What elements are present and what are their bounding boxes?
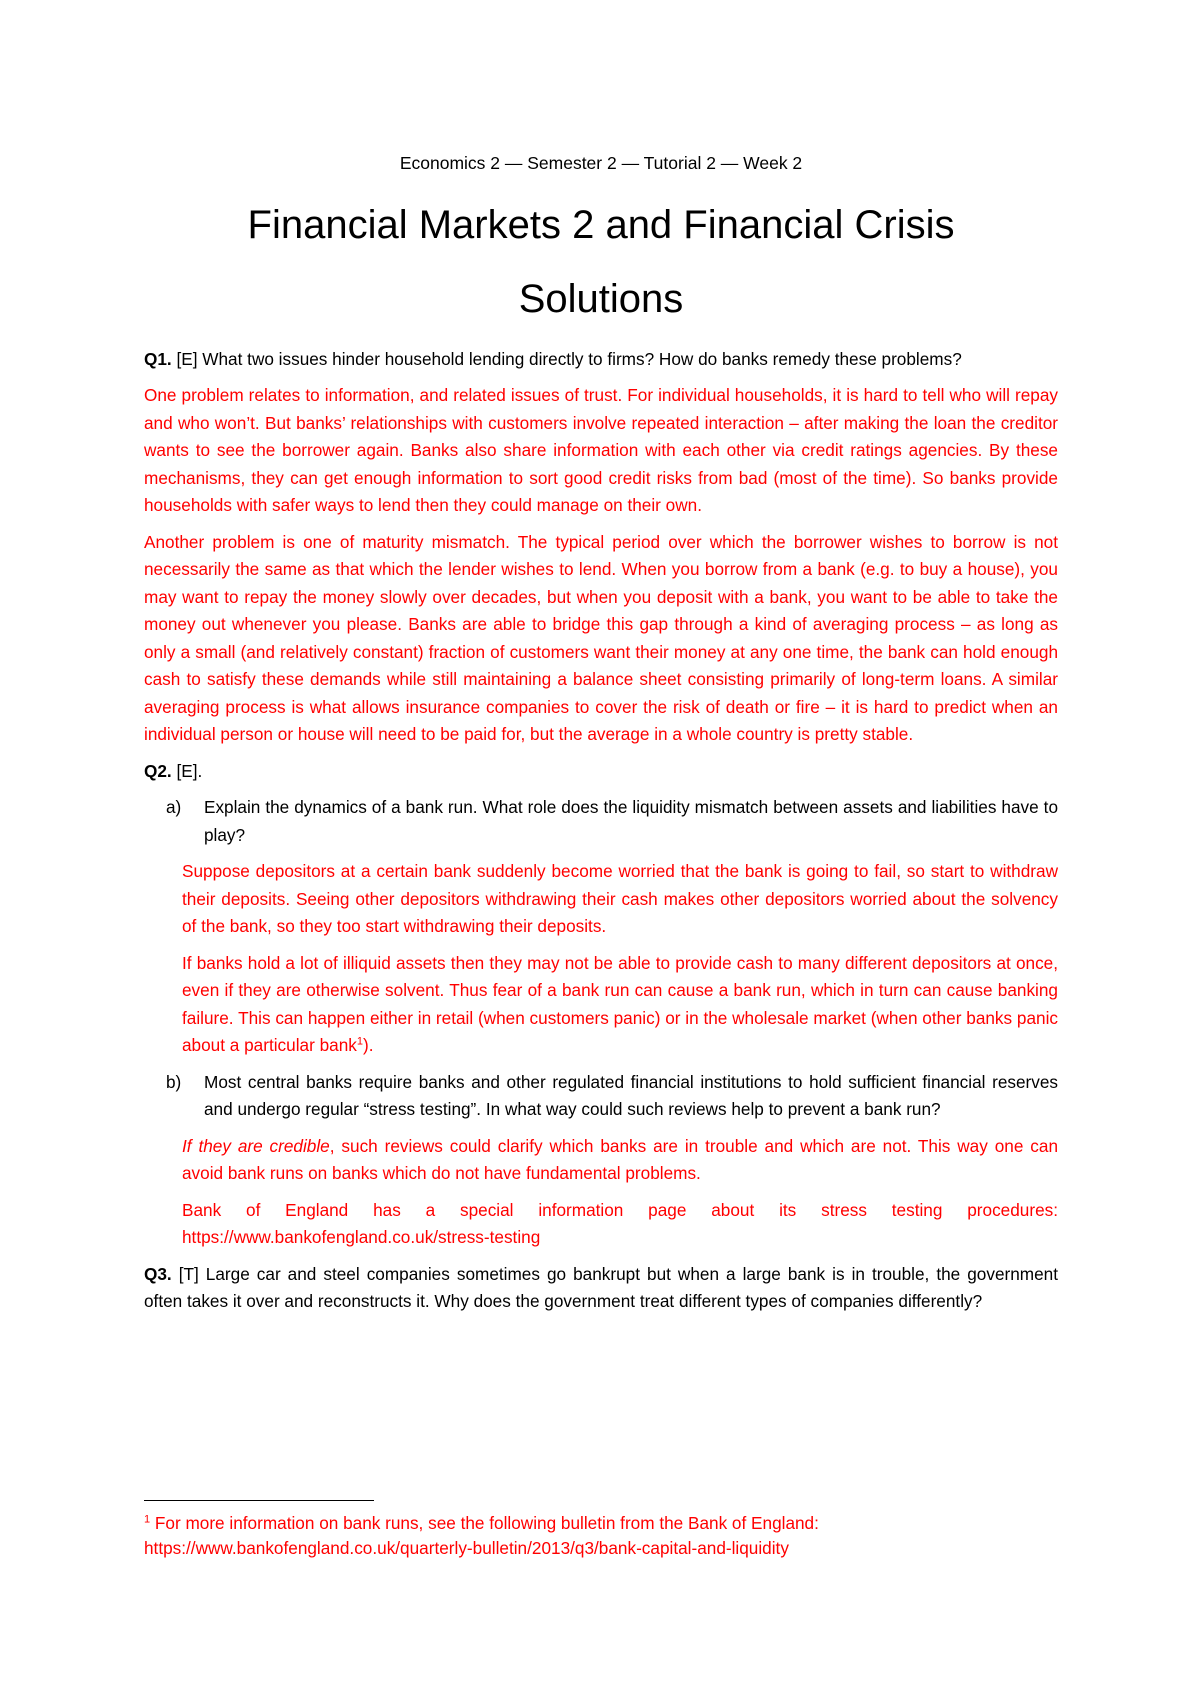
- document-body: [144, 150, 1058, 1325]
- page-title: [144, 188, 1058, 336]
- q2-tag: [E].: [176, 760, 203, 781]
- footnote-text: For more information on bank runs, see the following bulletin from the Bank of England:: [150, 1513, 819, 1533]
- q2b-boe-line: Bank of England has a special information page about its stress testing procedures:: [182, 1199, 1058, 1220]
- footnote-text-line: [144, 1511, 1058, 1536]
- footnote-marker: 1: [144, 1513, 151, 1526]
- title-line-1: Financial Markets 2 and Financial Crisis: [247, 202, 955, 247]
- footnote-link[interactable]: https://www.bankofengland.co.uk/quarterly-bulletin/2013/q3/bank-capital-and-liquidity: [144, 1538, 789, 1558]
- q2b-answer-emphasis: If they are credible: [182, 1135, 330, 1156]
- q1-question: [144, 346, 1058, 374]
- q2b-question: [144, 1069, 1058, 1124]
- q1-text: [E] What two issues hinder household lending directly to firms? How do banks remedy these problems?: [176, 348, 962, 369]
- q2b-answer-paragraph-1: [182, 1133, 1058, 1188]
- q3-text: [T] Large car and steel companies sometimes go bankrupt but when a large bank is in trouble, the government often takes it over and reconstructs it. Why does the government treat different types of companies differently?: [144, 1263, 1058, 1311]
- footnote-ref[interactable]: 1: [356, 1035, 363, 1048]
- q2a-answer-paragraph-1: Suppose depositors at a certain bank suddenly become worried that the bank is going to fail, so start to withdraw their deposits. Seeing other depositors withdrawing their cash makes other depositors worried about the solvency of the bank, so they too start withdrawing their deposits.: [182, 861, 1058, 936]
- q3-id: Q3.: [144, 1263, 172, 1284]
- q2b-answer-paragraph-2: [182, 1197, 1058, 1252]
- q2b-label: b): [166, 1071, 182, 1092]
- q2b-text: Most central banks require banks and other regulated financial institutions to hold sufficient financial reserves and undergo regular “stress testing”. In what way could such reviews help to prevent a bank run?: [204, 1071, 1058, 1119]
- footnote: [144, 1500, 1058, 1561]
- q2a-question: [144, 794, 1058, 849]
- q2-id: Q2.: [144, 760, 172, 781]
- q2-heading: [144, 758, 1058, 786]
- q2a-label: a): [166, 797, 182, 817]
- q2b-boe-link[interactable]: https://www.bankofengland.co.uk/stress-testing: [182, 1227, 541, 1247]
- q2b-answer-rest: , such reviews could clarify which banks are in trouble and which are not. This way one can avoid bank runs on banks which do not have fundamental problems.: [182, 1135, 1058, 1183]
- q3-question: [144, 1261, 1058, 1316]
- course-line: Economics 2 — Semester 2 — Tutorial 2 — Week 2: [399, 153, 803, 173]
- q1-answer-paragraph-1: One problem relates to information, and related issues of trust. For individual households, it is hard to tell who will repay and who won’t. But banks’ relationships with customers involve repeated interaction – after making the loan the creditor wants to see the borrower again. Banks also share information with each other via credit ratings agencies. By these mechanisms, they can get enough information to sort good credit risks from bad (most of the time). So banks provide households with safer ways to lend then they could manage on their own.: [144, 385, 1058, 515]
- q2a-text: Explain the dynamics of a bank run. What role does the liquidity mismatch between assets and liabilities have to play?: [204, 797, 1058, 845]
- q2a-answer-text: If banks hold a lot of illiquid assets then they may not be able to provide cash to many different depositors at once, even if they are otherwise solvent. Thus fear of a bank run can cause a bank run, which in turn can cause banking failure. This can happen either in retail (when customers panic) or in the wholesale market (when other banks panic about a particular bank: [182, 952, 1058, 1055]
- q2a-answer-paragraph-2: [182, 950, 1058, 1060]
- footnote-divider: [144, 1500, 374, 1501]
- q2a-answer-end: ).: [362, 1035, 374, 1055]
- title-line-2: Solutions: [518, 276, 684, 321]
- q1-id: Q1.: [144, 348, 172, 369]
- q1-answer-paragraph-2: Another problem is one of maturity mismatch. The typical period over which the borrower wishes to borrow is not necessarily the same as that which the lender wishes to lend. When you borrow from a bank (e.g. to buy a house), you may want to repay the money slowly over decades, but when you deposit with a bank, you want to be able to take the money out whenever you please. Banks are able to bridge this gap through a kind of averaging process – as long as only a small (and relatively constant) fraction of customers want their money at any one time, the bank can hold enough cash to satisfy these demands while still maintaining a balance sheet consisting primarily of long-term loans. A similar averaging process is what allows insurance companies to cover the risk of death or fire – it is hard to predict when an individual person or house will need to be paid for, but the average in a whole country is pretty stable.: [144, 531, 1058, 744]
